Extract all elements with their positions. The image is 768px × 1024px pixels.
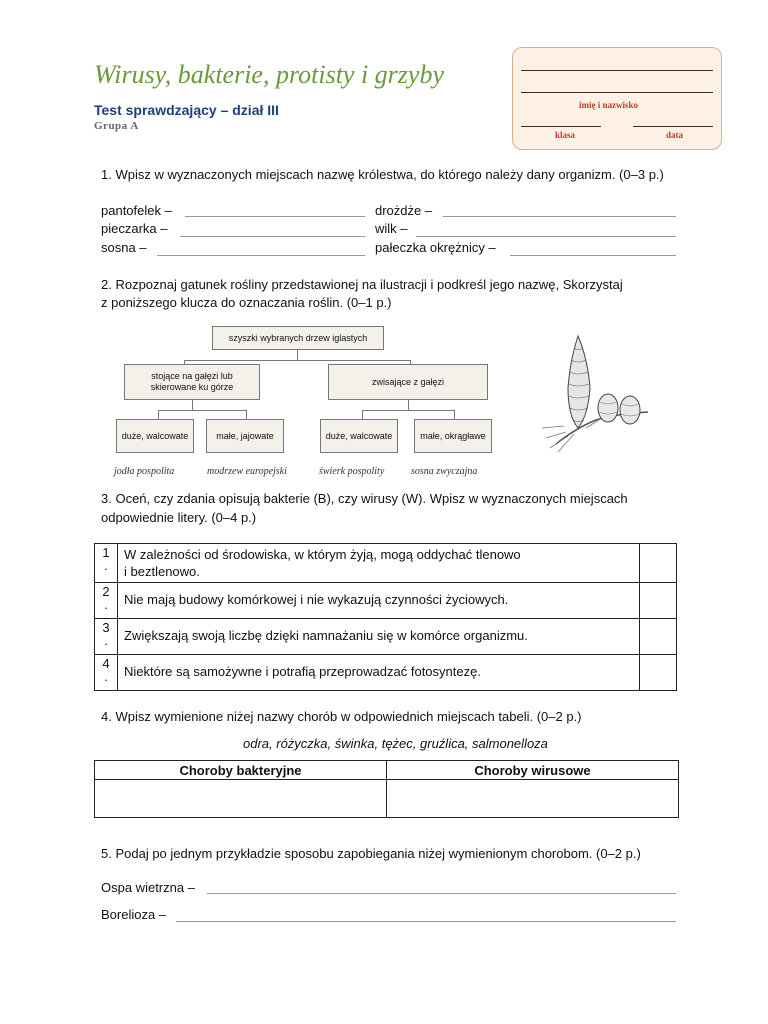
q1-item-label: pałeczka okrężnicy – <box>375 240 496 255</box>
q1-item-label: drożdże – <box>375 203 433 218</box>
name-label: imię i nazwisko <box>579 100 639 110</box>
q5-item-label: Borelioza – <box>101 907 167 922</box>
key-leaf-label: duże, walcowate <box>121 430 189 441</box>
q5-answer-line[interactable] <box>207 893 676 894</box>
date-line[interactable] <box>633 126 713 127</box>
statement-text: Zwiększają swoją liczbę dzięki namnażaniu się w komórce organizmu. <box>124 628 528 643</box>
pine-cone-illustration <box>536 320 656 454</box>
table-row <box>95 655 677 691</box>
species-label[interactable]: modrzew europejski <box>207 466 287 477</box>
key-connector <box>158 410 246 411</box>
row-number <box>95 619 118 655</box>
test-subtitle: Test sprawdzający – dział III <box>94 102 279 118</box>
class-line[interactable] <box>521 126 601 127</box>
key-root-box <box>212 326 384 350</box>
key-left-box <box>124 364 260 400</box>
answer-cell[interactable] <box>640 619 677 655</box>
question-2-line-1: 2. Rozpoznaj gatunek rośliny przedstawionej na ilustracji i podkreśl jego nazwę, Skorzystaj <box>101 277 623 292</box>
q5-item-label: Ospa wietrzna – <box>101 880 195 895</box>
q4-table <box>94 760 679 818</box>
table-row <box>95 780 679 818</box>
key-leaf-label: małe, jajowate <box>216 430 274 441</box>
answer-cell[interactable] <box>640 655 677 691</box>
key-connector <box>362 410 363 419</box>
q1-answer-line[interactable] <box>180 236 365 237</box>
q1-item-label: wilk – <box>375 221 408 236</box>
key-connector <box>184 360 410 361</box>
name-line-1[interactable] <box>521 70 713 71</box>
answer-cell[interactable] <box>640 544 677 583</box>
key-connector <box>297 350 298 360</box>
key-leaf-label: duże, walcowate <box>325 430 393 441</box>
key-root-label: szyszki wybranych drzew iglastych <box>228 332 368 343</box>
column-header-bacterial: Choroby bakteryjne <box>95 761 387 780</box>
key-leaf-box <box>206 419 284 453</box>
row-number-text: 2 <box>102 584 110 599</box>
species-label[interactable]: sosna zwyczajna <box>411 466 478 477</box>
question-4: 4. Wpisz wymienione niżej nazwy chorób w odpowiednich miejscach tabeli. (0–2 p.) <box>101 709 582 724</box>
disease-list: odra, różyczka, świnka, tężec, gruźlica, salmonelloza <box>243 736 548 751</box>
column-header-viral: Choroby wirusowe <box>387 761 679 780</box>
species-label[interactable]: jodła pospolita <box>114 466 175 477</box>
statement-text: Nie mają budowy komórkowej i nie wykazują czynności życiowych. <box>124 592 509 607</box>
table-row <box>95 544 677 583</box>
species-label[interactable]: świerk pospolity <box>319 466 385 477</box>
question-3-line-1: 3. Oceń, czy zdania opisują bakterie (B), czy wirusy (W). Wpisz w wyznaczonych miejscach <box>101 491 628 506</box>
key-right-box <box>328 364 488 400</box>
table-row <box>95 583 677 619</box>
statement-cell <box>118 583 640 619</box>
group-label: Grupa A <box>94 120 139 132</box>
q1-item-label: pantofelek – <box>101 203 172 218</box>
q1-item-label: sosna – <box>101 240 147 255</box>
statement-text: i beztlenowo. <box>124 564 200 579</box>
q1-item-label: pieczarka – <box>101 221 168 236</box>
q5-answer-line[interactable] <box>176 921 676 922</box>
row-number-text: 1 <box>102 545 110 560</box>
key-connector <box>246 410 247 419</box>
row-number <box>95 655 118 691</box>
row-number-text: 4 <box>102 656 110 671</box>
q1-answer-line[interactable] <box>510 255 676 256</box>
date-label: data <box>666 130 684 140</box>
q1-answer-line[interactable] <box>416 236 676 237</box>
key-leaf-label: małe, okrągławe <box>420 430 486 441</box>
row-number-dot: . <box>104 669 108 684</box>
viral-answer-cell[interactable] <box>387 780 679 818</box>
name-line-2[interactable] <box>521 92 713 93</box>
answer-cell[interactable] <box>640 583 677 619</box>
statement-text: Niektóre są samożywne i potrafią przeprowadzać fotosyntezę. <box>124 664 481 679</box>
test-title: Wirusy, bakterie, protisty i grzyby <box>94 60 444 89</box>
table-row <box>95 619 677 655</box>
row-number-text: 3 <box>102 620 110 635</box>
q1-answer-line[interactable] <box>443 216 676 217</box>
key-connector <box>192 400 193 410</box>
q1-answer-line[interactable] <box>157 255 365 256</box>
key-connector <box>158 410 159 419</box>
row-number-dot: . <box>104 558 108 573</box>
row-number <box>95 544 118 583</box>
row-number-dot: . <box>104 597 108 612</box>
key-left-label: stojące na gałęzi lub skierowane ku górze <box>150 371 234 392</box>
statement-cell <box>118 655 640 691</box>
row-number <box>95 583 118 619</box>
key-right-label: zwisające z gałęzi <box>371 376 445 387</box>
key-connector <box>362 410 454 411</box>
statement-text: W zależności od środowiska, w którym żyją, mogą oddychać tlenowo <box>124 547 521 562</box>
student-info-box <box>512 47 722 150</box>
q1-answer-line[interactable] <box>185 216 365 217</box>
statement-cell <box>118 544 640 583</box>
key-connector <box>408 400 409 410</box>
key-leaf-box <box>414 419 492 453</box>
key-leaf-box <box>116 419 194 453</box>
row-number-dot: . <box>104 633 108 648</box>
question-1: 1. Wpisz w wyznaczonych miejscach nazwę królestwa, do którego należy dany organizm. (0–3 p.) <box>101 167 664 182</box>
question-5: 5. Podaj po jednym przykładzie sposobu zapobiegania niżej wymienionym chorobom. (0–2 p.) <box>101 846 641 861</box>
bacterial-answer-cell[interactable] <box>95 780 387 818</box>
question-2-line-2: z poniższego klucza do oznaczania roślin. (0–1 p.) <box>101 295 392 310</box>
q3-table <box>94 543 677 691</box>
class-label: klasa <box>555 130 576 140</box>
table-header-row <box>95 761 679 780</box>
question-3-line-2: odpowiednie litery. (0–4 p.) <box>101 510 257 525</box>
statement-cell <box>118 619 640 655</box>
key-leaf-box <box>320 419 398 453</box>
key-connector <box>454 410 455 419</box>
